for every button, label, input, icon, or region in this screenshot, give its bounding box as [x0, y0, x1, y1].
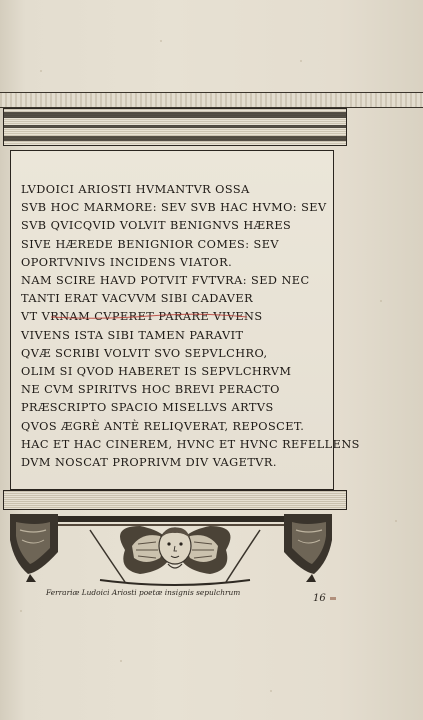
- cornice-band: [4, 136, 346, 141]
- base-band: [58, 524, 284, 526]
- inscription-line-1: LVDOICI ARIOSTI HVMANTVR OSSA: [21, 183, 250, 196]
- inscription-line-15: HAC ET HAC CINEREM, HVNC ET HVNC REFELLENS: [21, 437, 360, 451]
- inscription-line-7: TANTI ERAT VACVVM SIBI CADAVER: [21, 292, 254, 306]
- inscription-line-4: SIVE HÆREDE BENIGNIOR COMES: SEV: [21, 237, 280, 251]
- paper-speck: [160, 40, 162, 42]
- inscription-line-3: SVB QVICQVID VOLVIT BENIGNVS HÆRES: [21, 219, 292, 233]
- paper-speck: [270, 690, 272, 692]
- inscription-line-9: VIVENS ISTA SIBI TAMEN PARAVIT: [21, 328, 244, 342]
- inscription-line-6: NAM SCIRE HAVD POTVIT FVTVRA: SED NEC: [21, 274, 310, 288]
- right-bracket: [284, 514, 332, 582]
- cornice: [3, 108, 347, 146]
- inscription-line-12: NE CVM SPIRITVS HOC BREVI PERACTO: [21, 383, 280, 397]
- red-ink-underline: [49, 311, 249, 321]
- inscription-tablet: [10, 150, 360, 490]
- base-band: [58, 516, 284, 522]
- paper-speck: [380, 300, 382, 302]
- inscription-line-11: OLIM SI QVOD HABERET IS SEPVLCHRVM: [21, 365, 292, 379]
- inscription-line-8: VT VRNAM CVPERET PARARE VIVENS: [21, 310, 263, 324]
- paper-speck: [20, 610, 22, 612]
- inscription-line-14: QVOS ÆGRÈ ANTÈ RELIQVERAT, REPOSCET.: [21, 419, 305, 433]
- inscription-line-5: OPORTVNIVS INCIDENS VIATOR.: [21, 255, 233, 269]
- inscription-line-16: DVM NOSCAT PROPRIVM DIV VAGETVR.: [21, 456, 277, 470]
- red-ink-mark: [330, 597, 336, 600]
- sarcophagus-base: [0, 500, 350, 595]
- cornice-band: [4, 112, 346, 118]
- left-bracket: [10, 514, 58, 582]
- epitaph-text: [21, 181, 360, 472]
- inscription-line-13: PRÆSCRIPTO SPACIO MISELLVS ARTVS: [21, 401, 274, 415]
- paper-speck: [120, 660, 122, 662]
- cornice-band: [4, 125, 346, 128]
- cherub-icon: [120, 526, 230, 574]
- top-frieze: [0, 92, 423, 108]
- inscription-line-10: QVÆ SCRIBI VOLVIT SVO SEPVLCHRO,: [21, 346, 268, 360]
- paper-speck: [40, 70, 42, 72]
- page-number: 16: [313, 593, 326, 604]
- paper-speck: [395, 520, 397, 522]
- inscription-line-2: SVB HOC MARMORE: SEV SVB HAC HVMO: SEV: [21, 201, 327, 215]
- paper-speck: [300, 60, 302, 62]
- engraving-caption: Ferrariæ Ludoici Ariosti poetæ insignis sepulchrum: [46, 588, 241, 597]
